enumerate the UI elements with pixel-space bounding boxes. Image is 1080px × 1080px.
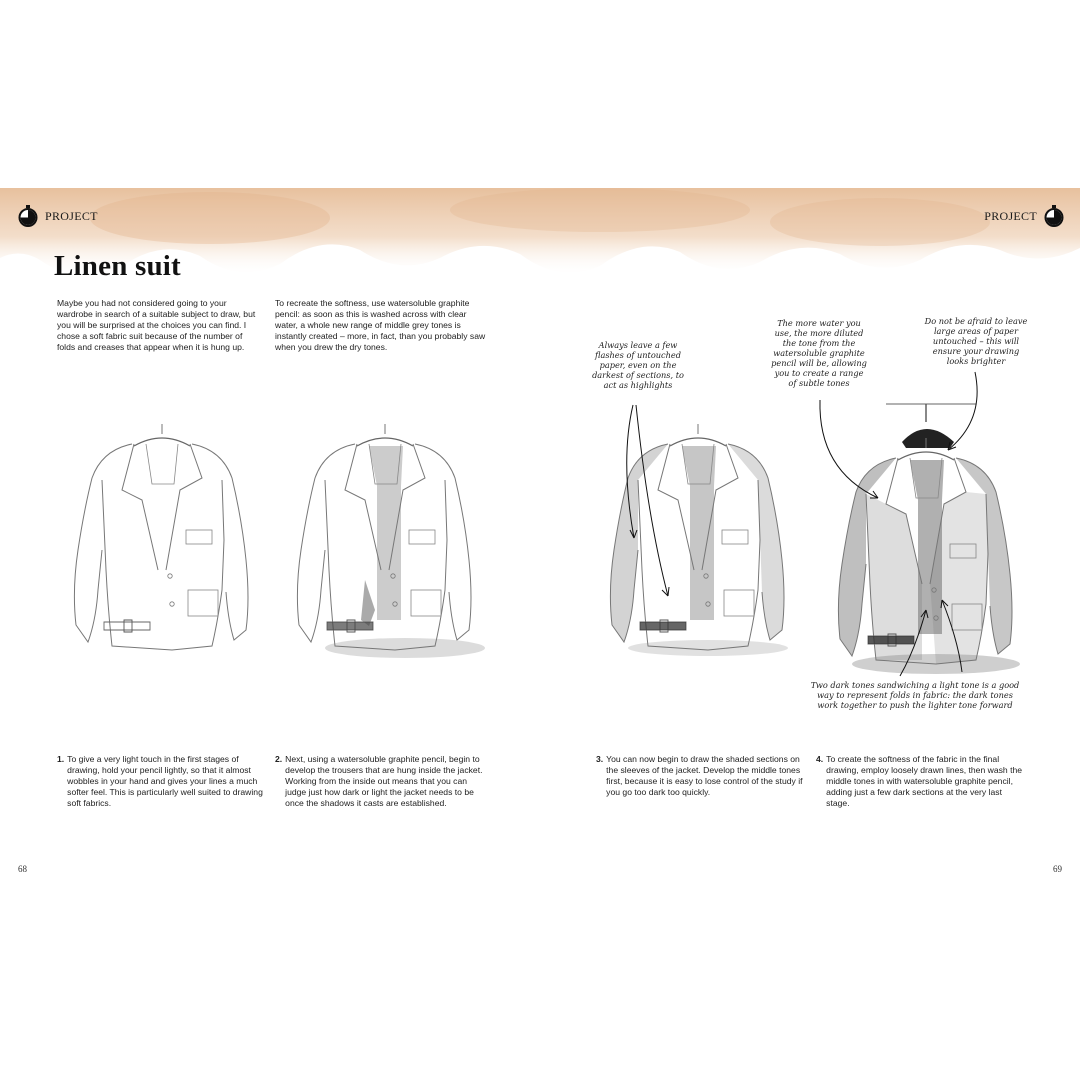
page-number-right: 69 [1053,864,1062,874]
stopwatch-icon [1044,205,1064,227]
page-number-left: 68 [18,864,27,874]
step-number: 1. [57,754,65,764]
stopwatch-icon [18,205,38,227]
jacket-drawing-step-2 [285,414,485,666]
intro-paragraph-left: Maybe you had not considered going to your wardrobe in search of a suitable subject to draw, but you will be surprised at the choices you can find. I chose a soft fabric suit because of the number of folds and creases that appear when it is hung up. [57,298,256,352]
jacket-drawing-step-4 [826,394,1026,674]
step-4 [816,754,1026,809]
step-number: 4. [816,754,824,764]
annotation-highlights: Always leave a few flashes of untouched paper, even on the darkest of sections, to act as highlights [592,340,684,390]
annotation-untouched: Do not be afraid to leave large areas of paper untouched – this will ensure your drawing looks brighter [924,316,1028,366]
step-2 [275,754,485,809]
step-text: To give a very light touch in the first stages of drawing, hold your pencil lightly, so that it almost wobbles in your hand and gives your lines a much softer feel. This is particularly well suited to drawing soft fabrics. [67,754,263,808]
jacket-drawing-step-1 [62,414,262,666]
annotation-folds: Two dark tones sandwiching a light tone is a good way to represent folds in fabric: the dark tones work together to push the lighter tone forward [810,680,1020,710]
step-3 [596,754,804,798]
step-number: 3. [596,754,604,764]
annotation-water: The more water you use, the more diluted the tone from the watersoluble graphite pencil will be, allowing you to create a range of subtle tones [771,318,867,388]
step-text: You can now begin to draw the shaded sections on the sleeves of the jacket. Develop the middle tones first, because it is easy to lose control of the study if you go too dark too quickly. [606,754,803,797]
page-title: Linen suit [54,250,181,282]
jacket-drawing-step-3 [598,414,798,666]
step-1 [57,754,267,809]
project-label-text: PROJECT [45,208,98,223]
project-label-text: PROJECT [984,208,1037,223]
step-number: 2. [275,754,283,764]
step-text: Next, using a watersoluble graphite pencil, begin to develop the trousers that are hung inside the jacket. Working from the inside out means that you can judge just how dark or light the jacket needs to be once the shadows it casts are established. [285,754,483,808]
project-label-right [984,205,1064,227]
project-label-left [18,205,98,227]
intro-paragraph-right: To recreate the softness, use watersoluble graphite pencil: as soon as this is washed across with clear water, a whole new range of middle grey tones is instantly created – more, in fact, than you probably saw when you drew the dry tones. [275,298,486,352]
step-text: To create the softness of the fabric in the final drawing, employ loosely drawn lines, then wash the middle tones in with watersoluble graphite pencil, adding just a few dark sections at the very last stage. [826,754,1023,808]
